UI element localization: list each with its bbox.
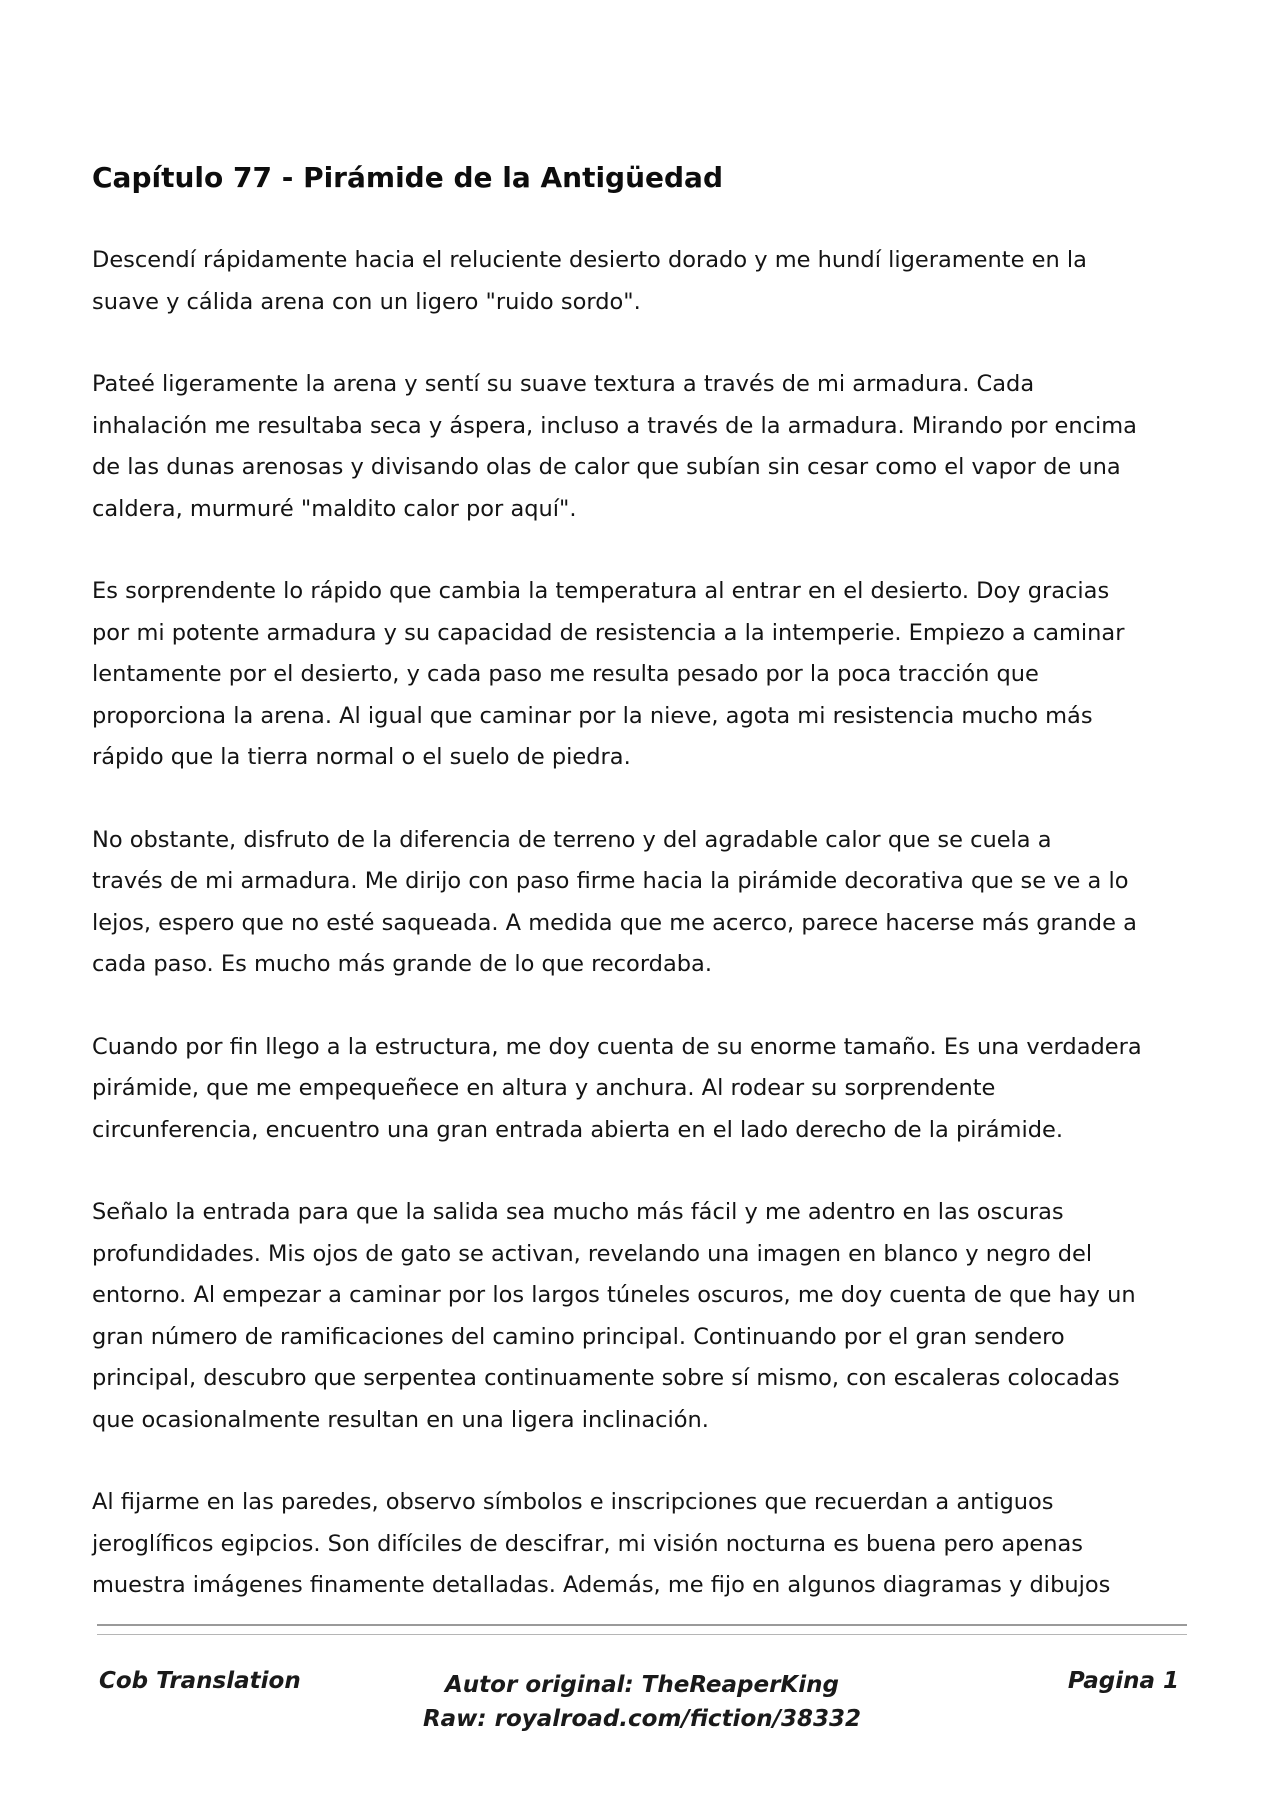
text-line: muestra imágenes finamente detalladas. Además, me fijo en algunos diagramas y dibujos bbox=[92, 1572, 1111, 1598]
text-line: No obstante, disfruto de la diferencia de terreno y del agradable calor que se cuela a bbox=[92, 826, 1052, 853]
text-line: lentamente por el desierto, y cada paso me resulta pesado por la poca tracción que bbox=[92, 661, 1039, 687]
footer-source: Raw: royalroad.com/fiction/38332 bbox=[422, 1706, 862, 1732]
text-line: inhalación me resultaba seca y áspera, incluso a través de la armadura. Mirando por encima bbox=[92, 412, 1137, 439]
footer-divider bbox=[97, 1624, 1187, 1626]
text-line: por mi potente armadura y su capacidad de resistencia a la intemperie. Empiezo a caminar bbox=[92, 619, 1125, 646]
text-line: de las dunas arenosas y divisando olas de calor que subían sin cesar como el vapor de una bbox=[92, 454, 1121, 480]
text-line: Es sorprendente lo rápido que cambia la temperatura al entrar en el desierto. Doy gracias bbox=[92, 578, 1110, 604]
paragraph-3 bbox=[92, 571, 1200, 779]
footer-page-number: Pagina 1 bbox=[1067, 1668, 1179, 1694]
paragraph-4 bbox=[92, 820, 1200, 986]
text-line: suave y cálida arena con un ligero "ruido sordo". bbox=[92, 288, 641, 315]
paragraph-1 bbox=[92, 240, 1200, 323]
text-line: Cuando por fin llego a la estructura, me doy cuenta de su enorme tamaño. Es una verdadera bbox=[92, 1033, 1142, 1060]
text-line: cada paso. Es mucho más grande de lo que recordaba. bbox=[92, 951, 712, 977]
footer-translator: Cob Translation bbox=[99, 1668, 301, 1694]
text-line: Al fijarme en las paredes, observo símbolos e inscripciones que recuerdan a antiguos bbox=[92, 1489, 1054, 1515]
text-line: circunferencia, encuentro una gran entrada abierta en el lado derecho de la pirámide. bbox=[92, 1116, 1063, 1143]
text-line: jeroglíficos egipcios. Son difíciles de descifrar, mi visión nocturna es buena pero apenas bbox=[92, 1530, 1084, 1557]
body-text bbox=[92, 240, 1200, 1648]
text-line: profundidades. Mis ojos de gato se activan, revelando una imagen en blanco y negro del bbox=[92, 1240, 1093, 1267]
page-footer bbox=[97, 1668, 1187, 1748]
text-line: proporciona la arena. Al igual que caminar por la nieve, agota mi resistencia mucho más bbox=[92, 702, 1093, 729]
text-line: que ocasionalmente resultan en una ligera inclinación. bbox=[92, 1406, 709, 1433]
text-line: lejos, espero que no esté saqueada. A medida que me acerco, parece hacerse más grande a bbox=[92, 909, 1137, 936]
text-line: principal, descubro que serpentea continuamente sobre sí mismo, con escaleras colocadas bbox=[92, 1365, 1120, 1391]
paragraph-5 bbox=[92, 1027, 1200, 1152]
paragraph-7 bbox=[92, 1482, 1200, 1607]
text-line: pirámide, que me empequeñece en altura y anchura. Al rodear su sorprendente bbox=[92, 1075, 996, 1101]
text-line: caldera, murmuré "maldito calor por aquí". bbox=[92, 495, 577, 522]
text-line: rápido que la tierra normal o el suelo de piedra. bbox=[92, 744, 631, 770]
text-line: través de mi armadura. Me dirijo con paso firme hacia la pirámide decorativa que se ve a lo bbox=[92, 868, 1129, 894]
text-line: gran número de ramificaciones del camino principal. Continuando por el gran sendero bbox=[92, 1323, 1065, 1350]
footer-divider bbox=[97, 1634, 1187, 1635]
footer-credits bbox=[97, 1668, 1187, 1736]
text-line: Descendí rápidamente hacia el reluciente desierto dorado y me hundí ligeramente en la bbox=[92, 247, 1087, 273]
text-line: Pateé ligeramente la arena y sentí su suave textura a través de mi armadura. Cada bbox=[92, 371, 1035, 397]
footer-author: Autor original: TheReaperKing bbox=[445, 1672, 839, 1698]
text-line: Señalo la entrada para que la salida sea mucho más fácil y me adentro en las oscuras bbox=[92, 1199, 1064, 1225]
paragraph-6 bbox=[92, 1192, 1200, 1441]
text-line: entorno. Al empezar a caminar por los largos túneles oscuros, me doy cuenta de que hay un bbox=[92, 1282, 1136, 1308]
chapter-title: Capítulo 77 - Pirámide de la Antigüedad bbox=[92, 161, 723, 194]
paragraph-2 bbox=[92, 364, 1200, 530]
